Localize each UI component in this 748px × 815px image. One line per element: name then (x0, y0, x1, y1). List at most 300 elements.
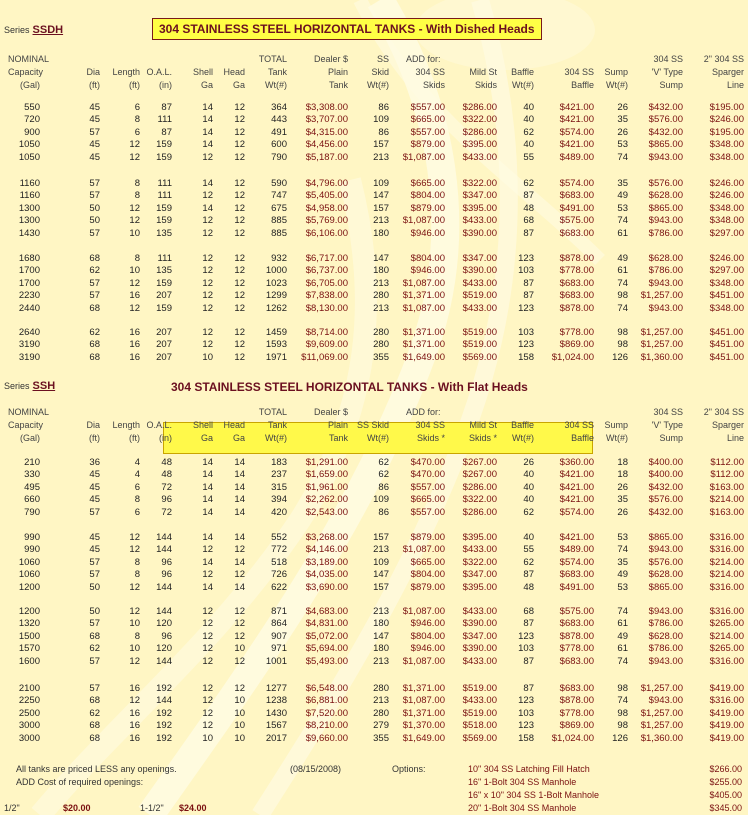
cell-mild-steel-skids: $322.00 (462, 556, 497, 568)
table-row (0, 102, 748, 115)
column-header-sump: Sump (604, 67, 628, 77)
cell-tank-wt: 1238 (265, 695, 287, 707)
cell-mild-steel-skids: $322.00 (462, 494, 497, 506)
cell-head-ga: 12 (234, 618, 245, 630)
cell-oal: 87 (161, 102, 172, 113)
cell-length: 8 (134, 569, 140, 581)
column-header-sumpwt: Wt(#) (606, 80, 628, 90)
cell-mild-steel-skids: $390.00 (462, 618, 497, 630)
cell-capacity: 330 (24, 469, 40, 481)
cell-baffle-wt: 87 (523, 290, 534, 302)
cell-capacity: 495 (24, 481, 40, 493)
cell-ss-baffle: $489.00 (559, 151, 594, 163)
cell-sparger-line: $265.00 (709, 643, 744, 655)
column-header-total: TOTAL (258, 54, 287, 64)
cell-dealer-price: $4,683.00 (305, 606, 348, 617)
column-header-gal: (Gal) (20, 80, 40, 90)
cell-dia: 62 (89, 265, 100, 277)
column-header-vtype: 'V' Type (651, 420, 683, 430)
cell-sump-wt: 35 (617, 556, 628, 568)
cell-mild-steel-skids: $347.00 (462, 569, 497, 581)
cell-v-type-sump: $786.00 (648, 265, 683, 277)
cell-shell-ga: 12 (202, 227, 213, 239)
cell-v-type-sump: $628.00 (648, 569, 683, 581)
cell-sump-wt: 18 (617, 469, 628, 481)
cell-dia: 68 (89, 630, 100, 642)
column-header-addfor: ADD for: (406, 54, 441, 64)
cell-dia: 68 (89, 695, 100, 707)
cell-ss-skids: $879.00 (410, 532, 445, 543)
table-row (0, 253, 748, 266)
column-header-sump: Sump (604, 420, 628, 430)
cell-dealer-price: $6,106.00 (305, 227, 348, 239)
opening-size: 1-1/2" (140, 803, 164, 813)
cell-head-ga: 10 (234, 643, 245, 655)
cell-oal: 159 (156, 215, 172, 227)
cell-ss-baffle: $778.00 (559, 643, 594, 655)
cell-baffle-wt: 55 (523, 544, 534, 556)
cell-dealer-price: $6,705.00 (305, 277, 348, 289)
cell-head-ga: 12 (234, 215, 245, 227)
cell-mild-steel-skids: $267.00 (462, 457, 497, 468)
cell-shell-ga: 14 (202, 114, 213, 126)
cell-length: 12 (129, 544, 140, 556)
cell-sparger-line: $316.00 (709, 606, 744, 617)
column-header-sparger: Sparger (711, 420, 744, 430)
cell-v-type-sump: $786.00 (648, 227, 683, 239)
cell-shell-ga: 12 (202, 290, 213, 302)
cell-tank-wt: 871 (271, 606, 287, 617)
cell-tank-wt: 1023 (265, 277, 287, 289)
cell-tank-wt: 552 (271, 532, 287, 543)
cell-shell-ga: 12 (202, 643, 213, 655)
opening-size: 1/2" (4, 803, 20, 813)
opening-price: $20.00 (63, 803, 91, 813)
cell-baffle-wt: 48 (523, 581, 534, 593)
cell-v-type-sump: $432.00 (648, 506, 683, 518)
cell-mild-steel-skids: $390.00 (462, 265, 497, 277)
cell-ss-skids: $946.00 (410, 643, 445, 655)
cell-v-type-sump: $576.00 (648, 494, 683, 506)
cell-length: 12 (129, 139, 140, 151)
footer-note-openings: ADD Cost of required openings: (16, 777, 144, 787)
cell-ss-skids: $1,371.00 (402, 290, 445, 302)
cell-v-type-sump: $865.00 (648, 202, 683, 214)
cell-sump-wt: 49 (617, 190, 628, 202)
table-row (0, 203, 748, 216)
cell-head-ga: 14 (234, 481, 245, 493)
column-header-oal: O.A.L. (146, 420, 172, 430)
cell-sump-wt: 35 (617, 178, 628, 189)
cell-dealer-price: $6,881.00 (305, 695, 348, 707)
cell-dealer-price: $1,291.00 (305, 457, 348, 468)
cell-dealer-price: $2,262.00 (305, 494, 348, 506)
cell-shell-ga: 14 (202, 178, 213, 189)
cell-sump-wt: 98 (617, 707, 628, 719)
column-header-millst: Mild St (469, 420, 497, 430)
cell-sparger-line: $419.00 (709, 732, 744, 744)
cell-ss-baffle: $683.00 (559, 618, 594, 630)
cell-shell-ga: 12 (202, 683, 213, 694)
cell-oal: 72 (161, 481, 172, 493)
cell-head-ga: 12 (234, 290, 245, 302)
cell-mild-steel-skids: $286.00 (462, 506, 497, 518)
cell-oal: 207 (156, 290, 172, 302)
cell-skid-wt: 180 (373, 643, 389, 655)
cell-sparger-line: $419.00 (709, 683, 744, 694)
series-code: SSH (32, 380, 56, 392)
cell-tank-wt: 675 (271, 202, 287, 214)
cell-capacity: 550 (24, 102, 40, 113)
cell-ss-baffle: $778.00 (559, 265, 594, 277)
cell-head-ga: 14 (234, 494, 245, 506)
cell-shell-ga: 14 (202, 481, 213, 493)
cell-capacity: 1680 (18, 253, 40, 264)
cell-ss-skids: $879.00 (410, 581, 445, 593)
cell-ss-skids: $946.00 (410, 618, 445, 630)
cell-oal: 192 (156, 707, 172, 719)
cell-mild-steel-skids: $347.00 (462, 190, 497, 202)
cell-ss-skids: $1,371.00 (402, 707, 445, 719)
cell-capacity: 900 (24, 126, 40, 138)
cell-shell-ga: 12 (202, 277, 213, 289)
cell-head-ga: 12 (234, 227, 245, 239)
table-row (0, 643, 748, 656)
cell-shell-ga: 14 (202, 126, 213, 138)
cell-baffle-wt: 40 (523, 481, 534, 493)
cell-baffle-wt: 40 (523, 102, 534, 113)
cell-dealer-price: $4,958.00 (305, 202, 348, 214)
cell-ss-skids: $804.00 (410, 190, 445, 202)
cell-skid-wt: 109 (373, 114, 389, 126)
cell-length: 12 (129, 655, 140, 667)
cell-dealer-price: $3,189.00 (305, 556, 348, 568)
cell-dia: 45 (89, 494, 100, 506)
cell-baffle-wt: 40 (523, 469, 534, 481)
cell-skid-wt: 147 (373, 190, 389, 202)
cell-head-ga: 12 (234, 327, 245, 338)
column-header-ss: SS (376, 54, 389, 64)
cell-v-type-sump: $1,257.00 (640, 339, 683, 351)
table-row (0, 631, 748, 644)
column-header-dia: Dia (86, 420, 100, 430)
column-header-sparger: Sparger (711, 67, 744, 77)
cell-mild-steel-skids: $347.00 (462, 253, 497, 264)
cell-tank-wt: 1000 (265, 265, 287, 277)
column-header-ft2: (ft) (129, 80, 140, 90)
cell-ss-skids: $557.00 (410, 126, 445, 138)
cell-dia: 57 (89, 683, 100, 694)
cell-oal: 144 (156, 581, 172, 593)
cell-shell-ga: 12 (202, 630, 213, 642)
table-row (0, 114, 748, 127)
cell-skid-wt: 157 (373, 581, 389, 593)
cell-length: 12 (129, 581, 140, 593)
cell-v-type-sump: $943.00 (648, 544, 683, 556)
cell-sump-wt: 49 (617, 630, 628, 642)
option-price: $405.00 (709, 790, 742, 800)
cell-v-type-sump: $576.00 (648, 114, 683, 126)
cell-capacity: 3000 (18, 732, 40, 744)
cell-mild-steel-skids: $286.00 (462, 102, 497, 113)
cell-ss-baffle: $421.00 (559, 102, 594, 113)
cell-tank-wt: 364 (271, 102, 287, 113)
cell-capacity: 720 (24, 114, 40, 126)
cell-tank-wt: 443 (271, 114, 287, 126)
cell-length: 8 (134, 253, 140, 264)
cell-oal: 111 (157, 190, 172, 202)
cell-tank-wt: 726 (271, 569, 287, 581)
cell-tank-wt: 772 (271, 544, 287, 556)
cell-v-type-sump: $1,257.00 (640, 327, 683, 338)
cell-v-type-sump: $576.00 (648, 556, 683, 568)
cell-ss-baffle: $421.00 (559, 114, 594, 126)
cell-ss-baffle: $574.00 (559, 178, 594, 189)
cell-skid-wt: 213 (373, 302, 389, 314)
cell-baffle-wt: 62 (523, 506, 534, 518)
cell-capacity: 1300 (18, 202, 40, 214)
cell-head-ga: 12 (234, 544, 245, 556)
cell-head-ga: 10 (234, 732, 245, 744)
cell-dealer-price: $3,268.00 (305, 532, 348, 543)
cell-shell-ga: 12 (202, 151, 213, 163)
cell-capacity: 660 (24, 494, 40, 506)
column-header-baffwt: Wt(#) (512, 433, 534, 443)
cell-shell-ga: 12 (202, 327, 213, 338)
column-header-gal: (Gal) (20, 433, 40, 443)
cell-skid-wt: 280 (373, 290, 389, 302)
cell-oal: 159 (156, 151, 172, 163)
cell-sparger-line: $297.00 (709, 265, 744, 277)
cell-sparger-line: $246.00 (709, 253, 744, 264)
cell-length: 8 (134, 556, 140, 568)
cell-tank-wt: 600 (271, 139, 287, 151)
cell-v-type-sump: $628.00 (648, 253, 683, 264)
column-header-skid: SS Skid (356, 420, 389, 430)
cell-sparger-line: $214.00 (709, 556, 744, 568)
option-name: 16" 1-Bolt 304 SS Manhole (468, 777, 577, 787)
cell-capacity: 2500 (18, 707, 40, 719)
cell-length: 10 (129, 227, 140, 239)
cell-head-ga: 12 (234, 178, 245, 189)
cell-sump-wt: 35 (617, 114, 628, 126)
cell-dealer-price: $6,717.00 (305, 253, 348, 264)
cell-sump-wt: 53 (617, 532, 628, 543)
cell-dia: 57 (89, 655, 100, 667)
table-row (0, 733, 748, 746)
table-row (0, 352, 748, 365)
cell-mild-steel-skids: $433.00 (462, 151, 497, 163)
cell-dia: 57 (89, 126, 100, 138)
cell-sparger-line: $112.00 (710, 469, 744, 481)
cell-oal: 135 (156, 227, 172, 239)
cell-tank-wt: 590 (271, 178, 287, 189)
table-row (0, 695, 748, 708)
cell-head-ga: 12 (234, 351, 245, 363)
cell-baffle-wt: 103 (518, 327, 534, 338)
column-header-tank2: Tank (328, 433, 348, 443)
cell-skid-wt: 147 (373, 569, 389, 581)
cell-oal: 159 (156, 302, 172, 314)
cell-sump-wt: 74 (617, 544, 628, 556)
cell-sump-wt: 53 (617, 202, 628, 214)
cell-head-ga: 12 (234, 126, 245, 138)
cell-mild-steel-skids: $433.00 (462, 695, 497, 707)
cell-oal: 96 (161, 569, 172, 581)
column-header-baffwt: Wt(#) (512, 80, 534, 90)
cell-v-type-sump: $1,257.00 (640, 683, 683, 694)
cell-skid-wt: 180 (373, 265, 389, 277)
cell-sump-wt: 49 (617, 569, 628, 581)
cell-head-ga: 12 (234, 265, 245, 277)
cell-capacity: 790 (24, 506, 40, 518)
cell-baffle-wt: 158 (518, 732, 534, 744)
cell-v-type-sump: $943.00 (648, 606, 683, 617)
cell-dealer-price: $8,714.00 (305, 327, 348, 338)
series-label: Series SSDH (4, 24, 64, 36)
cell-sump-wt: 74 (617, 606, 628, 617)
cell-shell-ga: 12 (202, 339, 213, 351)
cell-shell-ga: 14 (202, 102, 213, 113)
series-label: Series SSH (4, 380, 56, 392)
cell-skid-wt: 355 (373, 732, 389, 744)
table-row (0, 303, 748, 316)
cell-length: 4 (134, 469, 140, 481)
cell-head-ga: 10 (234, 695, 245, 707)
cell-shell-ga: 12 (202, 720, 213, 732)
cell-ss-baffle: $878.00 (559, 253, 594, 264)
cell-ss-skids: $1,649.00 (402, 732, 445, 744)
cell-shell-ga: 12 (202, 544, 213, 556)
table-row (0, 278, 748, 291)
option-price: $266.00 (709, 764, 742, 774)
cell-tank-wt: 864 (271, 618, 287, 630)
table-row (0, 469, 748, 482)
cell-sparger-line: $419.00 (709, 720, 744, 732)
cell-length: 16 (129, 290, 140, 302)
table-row (0, 532, 748, 545)
cell-capacity: 1160 (19, 178, 40, 189)
table-row (0, 708, 748, 721)
cell-ss-skids: $879.00 (410, 139, 445, 151)
cell-dealer-price: $8,210.00 (305, 720, 348, 732)
cell-tank-wt: 315 (271, 481, 287, 493)
cell-ss-baffle: $683.00 (559, 655, 594, 667)
column-header-ft2: (ft) (129, 433, 140, 443)
option-price: $255.00 (709, 777, 742, 787)
column-header-head: Head (223, 420, 245, 430)
column-header-baffle2: Baffle (571, 433, 594, 443)
cell-head-ga: 12 (234, 139, 245, 151)
cell-shell-ga: 12 (202, 655, 213, 667)
cell-oal: 96 (161, 556, 172, 568)
cell-ss-baffle: $869.00 (559, 339, 594, 351)
cell-ss-baffle: $421.00 (559, 481, 594, 493)
column-header-sumpwt: Wt(#) (606, 433, 628, 443)
cell-capacity: 1500 (18, 630, 40, 642)
cell-sparger-line: $246.00 (709, 114, 744, 126)
cell-mild-steel-skids: $395.00 (462, 581, 497, 593)
options-label: Options: (392, 764, 426, 774)
cell-sump-wt: 74 (617, 151, 628, 163)
cell-skid-wt: 213 (373, 655, 389, 667)
cell-mild-steel-skids: $569.00 (462, 732, 497, 744)
cell-skid-wt: 157 (373, 139, 389, 151)
table-row (0, 265, 748, 278)
option-name: 16" x 10" 304 SS 1-Bolt Manhole (468, 790, 599, 800)
cell-skid-wt: 147 (373, 253, 389, 264)
cell-length: 16 (129, 720, 140, 732)
cell-length: 6 (134, 506, 140, 518)
cell-length: 8 (134, 178, 140, 189)
cell-skid-wt: 62 (378, 469, 389, 481)
cell-tank-wt: 932 (271, 253, 287, 264)
cell-shell-ga: 14 (202, 139, 213, 151)
option-name: 10" 304 SS Latching Fill Hatch (468, 764, 590, 774)
column-header-shell: Shell (192, 420, 213, 430)
column-header-nominal: NOMINAL (8, 54, 50, 64)
cell-ss-baffle: $878.00 (559, 630, 594, 642)
cell-shell-ga: 12 (202, 265, 213, 277)
cell-skid-wt: 213 (373, 544, 389, 556)
cell-baffle-wt: 26 (523, 457, 534, 468)
cell-tank-wt: 1430 (265, 707, 287, 719)
cell-length: 12 (129, 277, 140, 289)
cell-capacity: 2100 (18, 683, 40, 694)
cell-capacity: 3190 (18, 351, 40, 363)
table-row (0, 482, 748, 495)
cell-baffle-wt: 40 (523, 494, 534, 506)
cell-tank-wt: 907 (271, 630, 287, 642)
cell-shell-ga: 12 (202, 695, 213, 707)
cell-oal: 135 (156, 265, 172, 277)
column-header-skids: Skids * (416, 433, 445, 443)
cell-sump-wt: 98 (617, 290, 628, 302)
cell-dealer-price: $5,493.00 (305, 655, 348, 667)
cell-ss-skids: $557.00 (410, 506, 445, 518)
cell-ss-skids: $1,087.00 (402, 606, 445, 617)
cell-shell-ga: 14 (202, 532, 213, 543)
cell-skid-wt: 279 (373, 720, 389, 732)
cell-v-type-sump: $943.00 (648, 215, 683, 227)
cell-ss-baffle: $491.00 (559, 202, 594, 214)
cell-skid-wt: 109 (373, 556, 389, 568)
column-header-length: Length (112, 420, 140, 430)
column-header-dealer: Dealer $ (313, 407, 348, 417)
cell-ss-baffle: $869.00 (559, 720, 594, 732)
cell-oal: 96 (161, 630, 172, 642)
cell-oal: 192 (156, 720, 172, 732)
cell-capacity: 3000 (18, 720, 40, 732)
cell-sparger-line: $214.00 (709, 569, 744, 581)
cell-sparger-line: $195.00 (709, 126, 744, 138)
cell-mild-steel-skids: $433.00 (462, 544, 497, 556)
cell-head-ga: 14 (234, 532, 245, 543)
cell-dia: 57 (89, 178, 100, 189)
cell-sparger-line: $348.00 (709, 139, 744, 151)
cell-head-ga: 12 (234, 102, 245, 113)
cell-oal: 120 (156, 643, 172, 655)
cell-oal: 120 (156, 618, 172, 630)
cell-capacity: 1600 (18, 655, 40, 667)
cell-length: 12 (129, 202, 140, 214)
cell-mild-steel-skids: $433.00 (462, 302, 497, 314)
cell-sump-wt: 126 (612, 351, 628, 363)
cell-length: 10 (129, 618, 140, 630)
cell-sparger-line: $348.00 (709, 302, 744, 314)
cell-sump-wt: 74 (617, 215, 628, 227)
cell-ss-baffle: $1,024.00 (551, 351, 594, 363)
